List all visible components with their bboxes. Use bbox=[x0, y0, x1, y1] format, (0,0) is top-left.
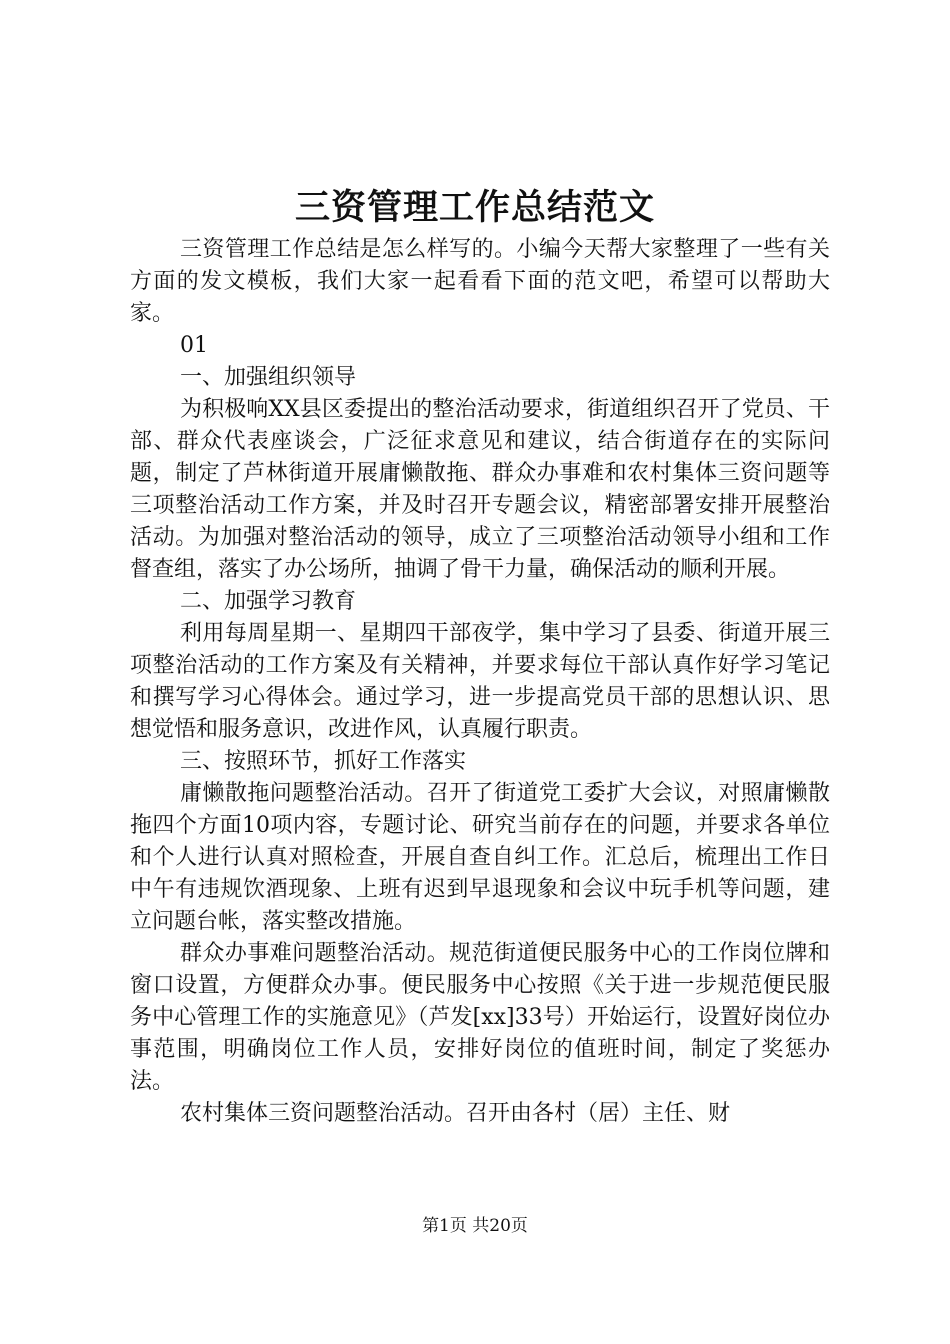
intro-paragraph: 三资管理工作总结是怎么样写的。小编今天帮大家整理了一些有关方面的发文模板，我们大家一起看看下面的范文吧，希望可以帮助大家。 bbox=[130, 237, 830, 326]
section-heading-2: 二、加强学习教育 bbox=[180, 589, 357, 614]
page-footer: 第1页 共20页 bbox=[422, 1216, 528, 1236]
document-body bbox=[130, 234, 830, 1130]
body-paragraph-1: 为积极响XX县区委提出的整治活动要求，街道组织召开了党员、干部、群众代表座谈会，广泛征求意见和建议，结合街道存在的实际问题，制定了芦林街道开展庸懒散拖、群众办事难和农村集体三资问题等三项整治活动工作方案，并及时召开专题会议，精密部署安排开展整治活动。为加强对整治活动的领导，成立了三项整治活动领导小组和工作督查组，落实了办公场所，抽调了骨干力量，确保活动的顺利开展。 bbox=[130, 397, 830, 582]
section-heading-3: 三、按照环节，抓好工作落实 bbox=[180, 749, 467, 774]
body-paragraph-5: 农村集体三资问题整治活动。召开由各村（居）主任、财 bbox=[180, 1101, 731, 1126]
section-number: 01 bbox=[180, 333, 208, 358]
body-paragraph-3: 庸懒散拖问题整治活动。召开了街道党工委扩大会议，对照庸懒散拖四个方面10项内容，专题讨论、研究当前存在的问题，并要求各单位和个人进行认真对照检查，开展自查自纠工作。汇总后，梳理出工作日中午有违规饮酒现象、上班有迟到早退现象和会议中玩手机等问题，建立问题台帐，落实整改措施。 bbox=[130, 781, 830, 934]
section-heading-1: 一、加强组织领导 bbox=[180, 365, 357, 390]
body-paragraph-4: 群众办事难问题整治活动。规范街道便民服务中心的工作岗位牌和窗口设置，方便群众办事。便民服务中心按照《关于进一步规范便民服务中心管理工作的实施意见》（芦发[xx]33号）开始运行，设置好岗位办事范围，明确岗位工作人员，安排好岗位的值班时间，制定了奖惩办法。 bbox=[130, 941, 830, 1094]
body-paragraph-2: 利用每周星期一、星期四干部夜学，集中学习了县委、街道开展三项整治活动的工作方案及有关精神，并要求每位干部认真作好学习笔记和撰写学习心得体会。通过学习，进一步提高党员干部的思想认识、思想觉悟和服务意识，改进作风，认真履行职责。 bbox=[130, 621, 830, 742]
document-title: 三资管理工作总结范文 bbox=[294, 187, 655, 228]
